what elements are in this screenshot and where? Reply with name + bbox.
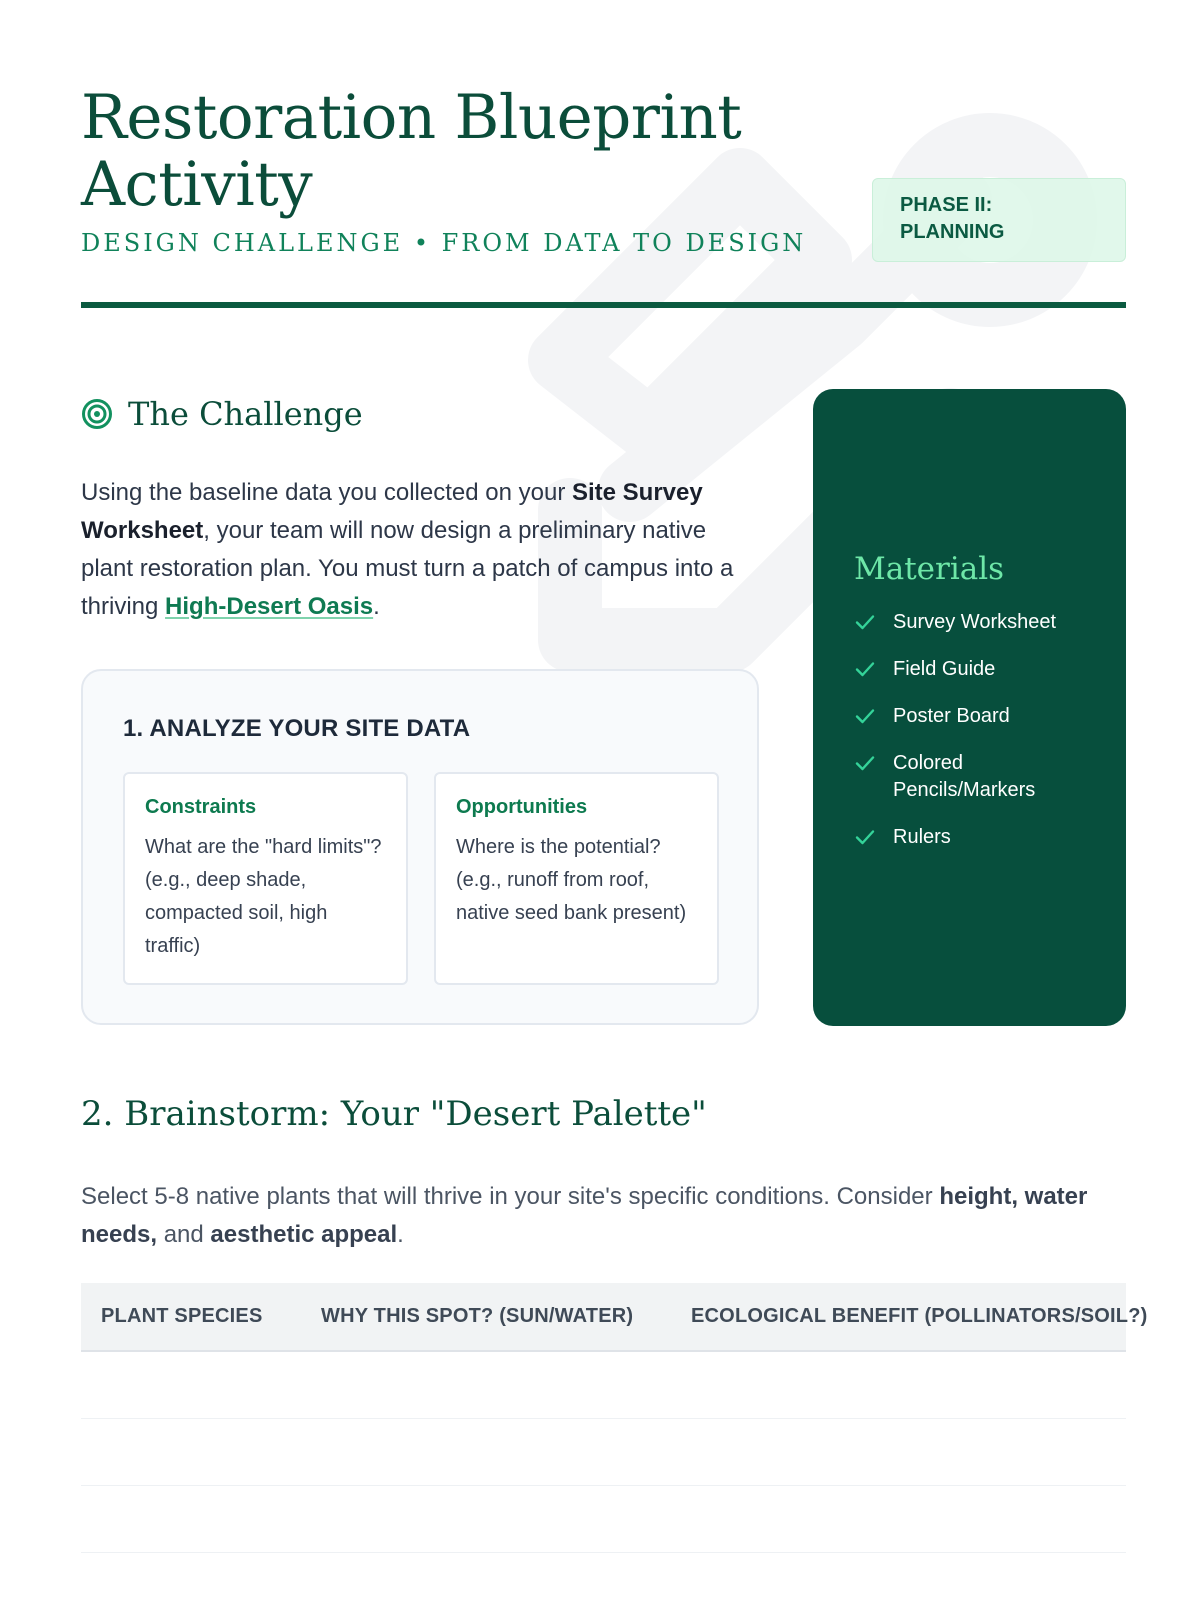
check-icon [854,658,876,680]
brainstorm-text-1: Select 5-8 native plants that will thrive in your site's specific conditions. Consider [81,1183,940,1210]
table-cell-why[interactable] [301,1351,679,1419]
analyze-site-data-box [81,669,759,1025]
materials-heading: Materials [854,551,1005,587]
table-header-row [81,1283,1126,1351]
brainstorm-text-3: . [397,1221,404,1248]
table-cell-plant[interactable] [81,1419,301,1486]
challenge-heading [81,392,363,436]
table-cell-benefit[interactable] [679,1419,1126,1486]
check-icon [854,826,876,848]
high-desert-oasis-link[interactable]: High-Desert Oasis [165,593,374,620]
brainstorm-bold-height: height, water needs, [81,1183,1088,1248]
check-icon [854,611,876,633]
table-cell-benefit[interactable] [679,1553,1126,1600]
materials-item [854,656,1104,683]
brainstorm-bold-aesthetic: aesthetic appeal [210,1221,398,1248]
materials-item-label: Poster Board [893,705,1010,727]
challenge-title: The Challenge [128,395,363,433]
intro-text-2: , your team will now design a preliminary native plant restoration plan. You must turn a patch of campus into a thriving [81,517,734,620]
opportunities-title: Opportunities [456,796,588,818]
table-row [81,1351,1126,1419]
intro-text-1: Using the baseline data you collected on your [81,479,572,506]
challenge-intro [81,474,761,626]
column-header-ecological-benefit: ECOLOGICAL BENEFIT (POLLINATORS/SOIL?) [679,1283,1126,1351]
materials-item [854,703,1104,730]
intro-bold-worksheet: Site Survey Worksheet [81,479,703,544]
column-header-why-this-spot: WHY THIS SPOT? (SUN/WATER) [301,1283,679,1351]
constraints-card [123,772,408,985]
brainstorm-title: 2. Brainstorm: Your "Desert Palette" [81,1094,707,1134]
check-icon [854,752,876,774]
table-cell-why[interactable] [301,1419,679,1486]
table-cell-plant[interactable] [81,1486,301,1553]
materials-item [854,750,1104,804]
opportunities-card [434,772,719,985]
table-row [81,1486,1126,1553]
table-cell-plant[interactable] [81,1351,301,1419]
materials-item-label: Rulers [893,826,951,848]
page-title: Restoration Blueprint Activity [81,82,742,220]
column-header-plant-species: PLANT SPECIES [81,1283,301,1351]
materials-item-label: Field Guide [893,658,996,680]
materials-item-label: Survey Worksheet [893,611,1057,633]
target-icon [81,398,113,430]
table-row [81,1419,1126,1486]
constraints-title: Constraints [145,796,257,818]
table-cell-benefit[interactable] [679,1486,1126,1553]
brainstorm-instructions [81,1178,1131,1254]
materials-list [854,609,1104,871]
intro-text-3: . [373,593,380,620]
analyze-title: 1. ANALYZE YOUR SITE DATA [123,715,471,742]
materials-panel [813,389,1126,1026]
check-icon [854,705,876,727]
table-cell-why[interactable] [301,1486,679,1553]
table-row [81,1553,1126,1600]
header-divider [81,302,1126,308]
table-cell-plant[interactable] [81,1553,301,1600]
opportunities-text: Where is the potential? (e.g., runoff from roof, native seed bank present) [456,836,687,924]
desert-palette-table [81,1283,1148,1600]
constraints-text: What are the "hard limits"? (e.g., deep shade, compacted soil, high traffic) [145,836,382,957]
materials-item [854,824,1104,851]
table-cell-why[interactable] [301,1553,679,1600]
page-subtitle: DESIGN CHALLENGE • FROM DATA TO DESIGN [81,229,807,257]
brainstorm-text-2: and [157,1221,211,1248]
materials-item-label: Colored Pencils/Markers [893,752,1036,801]
phase-badge: PHASE II: PLANNING [872,178,1126,262]
materials-item [854,609,1104,636]
table-cell-benefit[interactable] [679,1351,1126,1419]
